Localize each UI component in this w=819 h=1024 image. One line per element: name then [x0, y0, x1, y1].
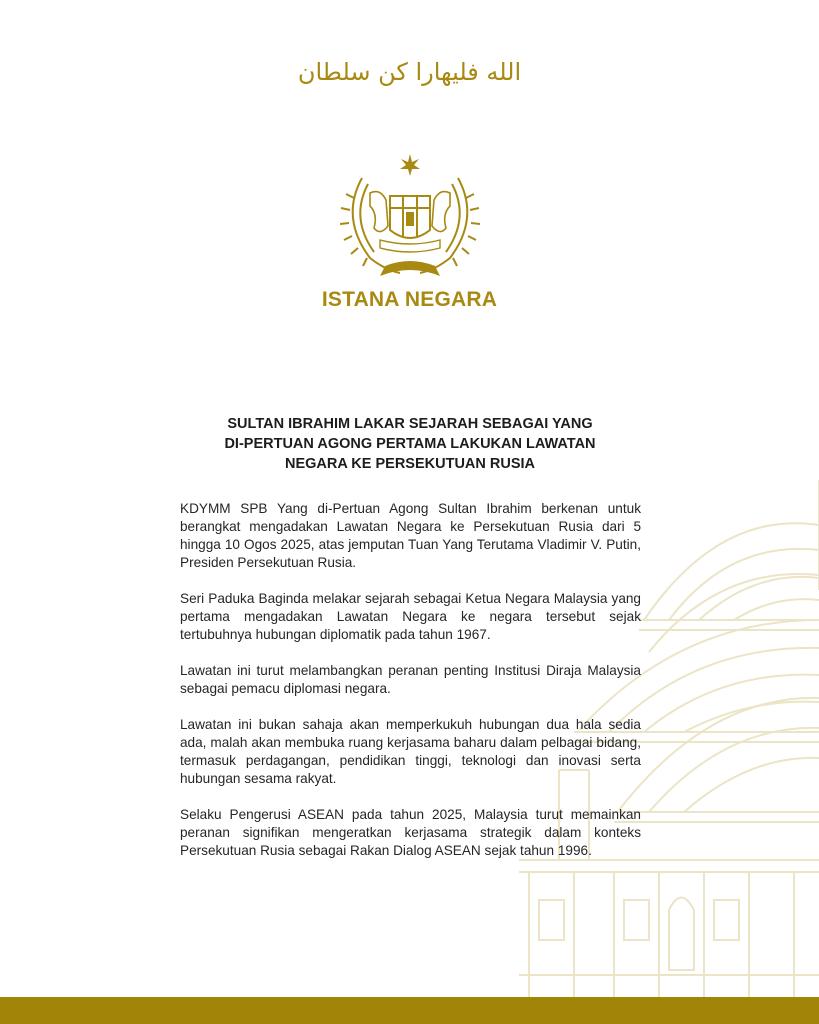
headline: [160, 414, 660, 474]
body-text: [180, 500, 641, 878]
jawi-motto-calligraphy: [0, 52, 819, 90]
body-paragraph: Selaku Pengerusi ASEAN pada tahun 2025, Malaysia turut memainkan peranan signifikan mengeratkan kerjasama strategik dalam konteks Persekutuan Rusia sebagai Rakan Dialog ASEAN sejak tahun 1996.: [180, 807, 641, 858]
headline-line: DI-PERTUAN AGONG PERTAMA LAKUKAN LAWATAN: [224, 436, 596, 452]
jawi-motto-text: الله فليهارا كن سلطان: [297, 58, 522, 86]
headline-line: SULTAN IBRAHIM LAKAR SEJARAH SEBAGAI YANG: [227, 416, 593, 432]
headline-line: NEGARA KE PERSEKUTUAN RUSIA: [284, 456, 535, 472]
organization-name: ISTANA NEGARA: [321, 288, 498, 311]
royal-crest-icon: [340, 148, 480, 280]
body-paragraph: Lawatan ini bukan sahaja akan memperkukuh hubungan dua hala sedia ada, malah akan membuka ruang kerjasama baharu dalam pelbagai bidang, termasuk perdagangan, pendidikan tinggi, teknologi dan inovasi serta hubungan sesama rakyat.: [180, 717, 641, 786]
body-paragraph: Seri Paduka Baginda melakar sejarah sebagai Ketua Negara Malaysia yang pertama mengadakan Lawatan Negara ke negara tersebut sejak tertubuhnya hubungan diplomatik pada tahun 1967.: [180, 591, 641, 642]
body-paragraph: Lawatan ini turut melambangkan peranan penting Institusi Diraja Malaysia sebagai pemacu diplomasi negara.: [180, 663, 641, 696]
footer-bar: [0, 997, 819, 1024]
body-paragraph: KDYMM SPB Yang di-Pertuan Agong Sultan Ibrahim berkenan untuk berangkat mengadakan Lawatan Negara ke Persekutuan Rusia dari 5 hingga 10 Ogos 2025, atas jemputan Tuan Yang Terutama Vladimir V. Putin, Presiden Persekutuan Rusia.: [180, 501, 641, 570]
